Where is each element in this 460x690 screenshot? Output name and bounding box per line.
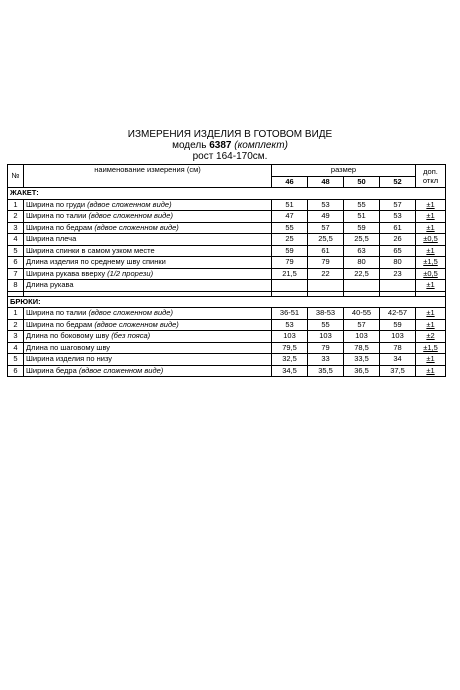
measurement-name: Длина рукава — [26, 280, 74, 290]
measurement-name: Ширина рукава вверху — [26, 268, 106, 278]
measurement-name: Длина изделия по среднему шву спинки — [26, 257, 166, 267]
measurement-name: Длина по шаговому шву — [26, 342, 111, 352]
table-row — [8, 308, 446, 320]
size-value: 79 — [308, 342, 344, 354]
measurement-name: Ширина по талии — [26, 308, 87, 318]
table-row — [8, 280, 446, 292]
tolerance-value: ±1 — [416, 365, 446, 377]
header-row — [8, 165, 446, 177]
measurement-name-cell — [24, 199, 272, 211]
size-value: 38-53 — [308, 308, 344, 320]
size-value: 103 — [380, 331, 416, 343]
table-row — [8, 319, 446, 331]
size-value: 42-57 — [380, 308, 416, 320]
size-value: 22 — [308, 268, 344, 280]
measurement-name: Ширина изделия по низу — [26, 354, 113, 364]
measurement-name-cell — [24, 245, 272, 257]
model-note: (комплект) — [234, 140, 288, 151]
measurement-name-cell — [24, 365, 272, 377]
size-value: 23 — [380, 268, 416, 280]
size-value: 51 — [272, 199, 308, 211]
col-num-header: № — [8, 165, 24, 188]
row-number: 7 — [8, 268, 24, 280]
row-number: 8 — [8, 280, 24, 292]
row-number: 4 — [8, 342, 24, 354]
size-value: 79 — [272, 257, 308, 269]
measurement-name-cell — [24, 257, 272, 269]
col-name-header: наименование измерения (см) — [24, 165, 272, 188]
measurement-name-cell — [24, 280, 272, 292]
measurement-note: (без пояса) — [111, 331, 151, 341]
measurement-name-cell — [24, 331, 272, 343]
tolerance-value: ±1 — [416, 280, 446, 292]
measurement-name-cell — [24, 222, 272, 234]
row-number: 5 — [8, 354, 24, 366]
size-value: 51 — [344, 211, 380, 223]
measurement-name: Ширина спинки в самом узком месте — [26, 245, 155, 255]
size-value: 59 — [344, 222, 380, 234]
size-value: 53 — [308, 199, 344, 211]
measurement-note: (вдвое сложенном виде) — [88, 211, 173, 221]
size-value: 55 — [308, 319, 344, 331]
size-value: 25,5 — [308, 234, 344, 246]
row-number: 3 — [8, 331, 24, 343]
measurement-note: (1/2 прорези) — [107, 268, 154, 278]
measurements-table — [7, 164, 446, 377]
size-value: 53 — [272, 319, 308, 331]
section-row — [8, 296, 446, 308]
size-value: 79,5 — [272, 342, 308, 354]
size-value — [344, 280, 380, 292]
size-value: 103 — [344, 331, 380, 343]
size-value: 63 — [344, 245, 380, 257]
tolerance-value: ±1 — [416, 308, 446, 320]
measurement-name-cell — [24, 342, 272, 354]
size-value: 35,5 — [308, 365, 344, 377]
size-52: 52 — [380, 176, 416, 188]
measurement-note: (вдвое сложенном виде) — [88, 308, 173, 318]
size-50: 50 — [344, 176, 380, 188]
size-value: 47 — [272, 211, 308, 223]
tolerance-value: ±1 — [416, 245, 446, 257]
tolerance-value: ±2 — [416, 331, 446, 343]
size-value: 55 — [344, 199, 380, 211]
size-value: 22,5 — [344, 268, 380, 280]
table-row — [8, 245, 446, 257]
tolerance-value: ±1 — [416, 222, 446, 234]
size-value: 80 — [344, 257, 380, 269]
table-row — [8, 268, 446, 280]
measurement-name: Ширина по груди — [26, 199, 86, 209]
size-value: 34,5 — [272, 365, 308, 377]
row-number: 4 — [8, 234, 24, 246]
tolerance-value: ±1 — [416, 211, 446, 223]
tolerance-value: ±1 — [416, 199, 446, 211]
row-number: 3 — [8, 222, 24, 234]
size-value: 65 — [380, 245, 416, 257]
document-heading — [0, 129, 460, 162]
size-value: 36,5 — [344, 365, 380, 377]
measurement-name: Ширина по талии — [26, 211, 87, 221]
size-value: 49 — [308, 211, 344, 223]
model-number: 6387 — [209, 140, 232, 151]
row-number: 6 — [8, 365, 24, 377]
size-value: 26 — [380, 234, 416, 246]
measurement-name-cell — [24, 211, 272, 223]
table-row — [8, 342, 446, 354]
measurement-name: Ширина по бедрам — [26, 319, 93, 329]
section-title: БРЮКИ: — [8, 296, 446, 308]
col-tol-header: доп. откл — [416, 165, 446, 188]
size-value: 57 — [308, 222, 344, 234]
size-value: 57 — [344, 319, 380, 331]
table-row — [8, 211, 446, 223]
table-row — [8, 234, 446, 246]
size-value: 40-55 — [344, 308, 380, 320]
table-row — [8, 365, 446, 377]
measurement-name-cell — [24, 268, 272, 280]
measurement-name-cell — [24, 319, 272, 331]
size-value: 32,5 — [272, 354, 308, 366]
height-line: рост 164-170см. — [192, 151, 268, 162]
measurement-note: (вдвое сложенном виде) — [94, 222, 179, 232]
size-value: 79 — [308, 257, 344, 269]
size-value: 36-51 — [272, 308, 308, 320]
size-value: 33 — [308, 354, 344, 366]
table-body — [8, 165, 446, 377]
document-title: ИЗМЕРЕНИЯ ИЗДЕЛИЯ В ГОТОВОМ ВИДЕ — [127, 129, 333, 140]
size-value: 61 — [308, 245, 344, 257]
section-row — [8, 188, 446, 200]
tolerance-value: ±1,5 — [416, 257, 446, 269]
table-row — [8, 199, 446, 211]
row-number: 2 — [8, 319, 24, 331]
table-row — [8, 331, 446, 343]
size-value: 103 — [272, 331, 308, 343]
size-value — [308, 280, 344, 292]
measurement-note: (вдвое сложенном виде) — [78, 365, 164, 375]
tolerance-value: ±0,5 — [416, 268, 446, 280]
tolerance-value: ±0,5 — [416, 234, 446, 246]
table-row — [8, 354, 446, 366]
measurement-name: Ширина плеча — [26, 234, 77, 244]
row-number: 5 — [8, 245, 24, 257]
size-value: 25 — [272, 234, 308, 246]
row-number: 1 — [8, 308, 24, 320]
size-value: 25,5 — [344, 234, 380, 246]
col-size-header: размер — [272, 165, 416, 177]
row-number: 2 — [8, 211, 24, 223]
tolerance-value: ±1 — [416, 354, 446, 366]
measurement-name-cell — [24, 308, 272, 320]
size-value: 103 — [308, 331, 344, 343]
measurement-name: Ширина по бедрам — [26, 222, 93, 232]
measurement-name-cell — [24, 234, 272, 246]
section-title: ЖАКЕТ: — [8, 188, 446, 200]
tolerance-value: ±1 — [416, 319, 446, 331]
size-value: 61 — [380, 222, 416, 234]
size-value — [272, 280, 308, 292]
table-row — [8, 222, 446, 234]
measurement-name-cell — [24, 354, 272, 366]
measurement-name: Ширина бедра — [26, 365, 77, 375]
measurement-note: (вдвое сложенном виде) — [94, 319, 179, 329]
size-value: 59 — [380, 319, 416, 331]
size-value: 78 — [380, 342, 416, 354]
size-value: 59 — [272, 245, 308, 257]
model-prefix: модель — [172, 140, 207, 151]
size-value: 53 — [380, 211, 416, 223]
size-value: 57 — [380, 199, 416, 211]
table-row — [8, 257, 446, 269]
size-value: 34 — [380, 354, 416, 366]
model-line — [0, 140, 460, 151]
size-value: 80 — [380, 257, 416, 269]
tolerance-value: ±1,5 — [416, 342, 446, 354]
measurement-name: Длина по боковому шву — [26, 331, 110, 341]
row-number: 1 — [8, 199, 24, 211]
size-48: 48 — [308, 176, 344, 188]
size-value: 55 — [272, 222, 308, 234]
size-value: 37,5 — [380, 365, 416, 377]
row-number: 6 — [8, 257, 24, 269]
size-value: 78,5 — [344, 342, 380, 354]
size-value: 33,5 — [344, 354, 380, 366]
measurement-note: (вдвое сложенном виде) — [87, 199, 172, 209]
size-value: 21,5 — [272, 268, 308, 280]
size-46: 46 — [272, 176, 308, 188]
size-value — [380, 280, 416, 292]
